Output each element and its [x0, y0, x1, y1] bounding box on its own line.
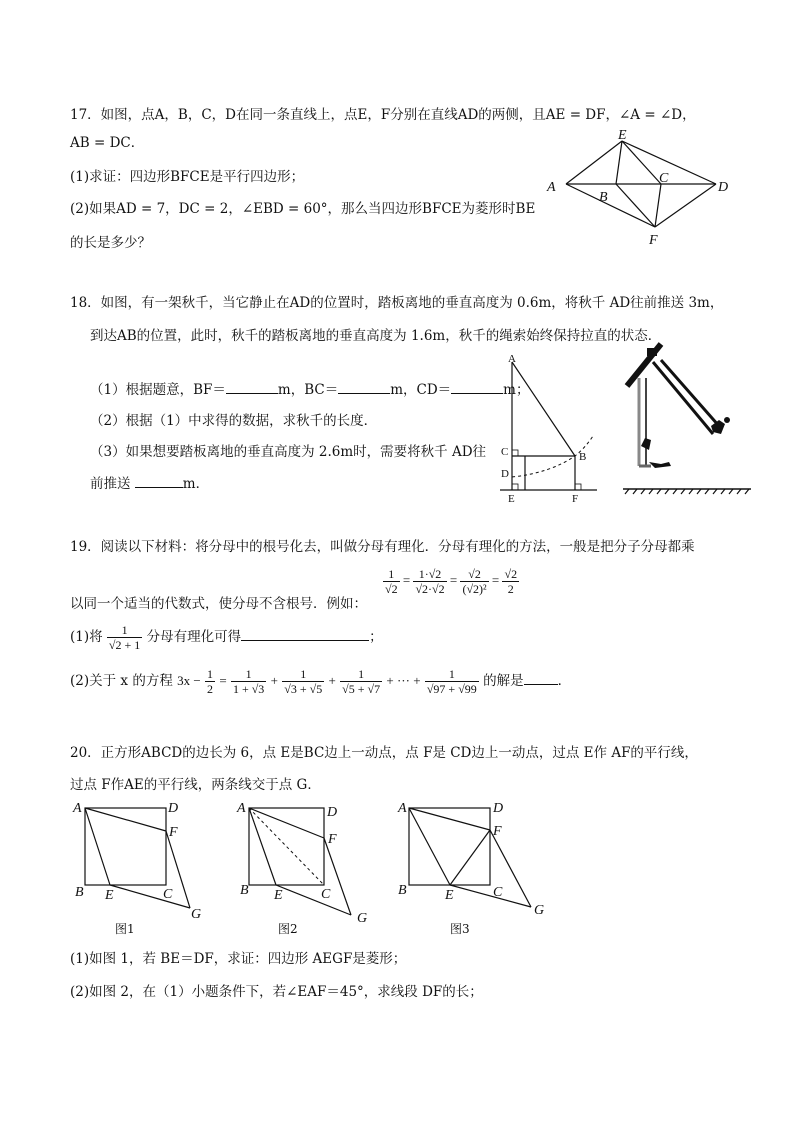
fig1-label-G: G	[191, 907, 202, 922]
fig2-label-C: C	[321, 887, 331, 902]
example-frac2-num: 1·√2	[413, 567, 446, 582]
q18-label-B: B	[579, 451, 587, 463]
q19-line1: 19．阅读以下材料：将分母中的根号化去，叫做分母有理化．分母有理化的方法，一般是把分子分母都乘	[70, 539, 695, 555]
fig1-label-D: D	[168, 801, 179, 816]
q17-line2: AB = DC．	[70, 135, 145, 151]
q18-line1: 18．如图，有一架秋千，当它静止在AD的位置时，踏板离地的垂直高度为 0.6m，将秋千 AD往前推送 3m，	[70, 295, 724, 311]
fig3-label-D: D	[493, 801, 504, 816]
fig3-label-B: B	[398, 883, 407, 898]
q18-part1-d: m；	[503, 382, 530, 398]
q19-term2-den: √3 + √5	[284, 682, 323, 696]
q19-term4-den: √97 + √99	[426, 682, 477, 696]
example-frac4-num: √2	[504, 567, 518, 581]
q17-label-E: E	[618, 128, 627, 143]
q19-part1-frac-den: √2 + 1	[108, 638, 141, 652]
q19-part2: (2)关于 x 的方程 3x − $\frac{1}{2}$ = $\frac{1}{1 + √3}$ + $\frac{1}{√3 + √5}$ + $\frac{1}{√5 + √7}$ + ··· + $\frac{1}{√97 + √99}$ 的解是 ．	[70, 667, 572, 696]
q17-part2: (2)如果AD = 7，DC = 2，∠EBD = 60°，那么当四边形BFCE为菱形时BE	[70, 201, 536, 217]
q20-part2: (2)如图 2，在（1）小题条件下，若∠EAF＝45°，求线段 DF的长；	[70, 984, 483, 1000]
q18-label-A: A	[508, 353, 516, 365]
q18-part1-b: m，BC＝	[277, 382, 339, 398]
q19-line2: 以同一个适当的代数式，使分母不含根号．例如：	[70, 596, 367, 612]
example-frac4-den: 2	[507, 582, 514, 596]
q18-part3b	[90, 472, 209, 492]
q20-part1: (1)如图 1，若 BE＝DF，求证：四边形 AEGF是菱形；	[70, 951, 407, 967]
example-frac1-den: √2	[385, 582, 398, 596]
q17-label-B: B	[599, 190, 608, 205]
q18-label-C: C	[501, 446, 509, 458]
caption-fig2: 图2	[278, 922, 298, 936]
example-frac3-num: √2	[460, 567, 488, 582]
fig3-label-A: A	[398, 801, 407, 816]
fig1-label-F: F	[169, 825, 178, 840]
fig1-label-A: A	[73, 801, 82, 816]
example-frac3-den: (√2)²	[462, 582, 487, 596]
fig2-label-F: F	[328, 832, 337, 847]
q19-part2-c: ．	[557, 673, 572, 689]
q19-blank-1[interactable]	[241, 627, 369, 641]
fig2-label-E: E	[274, 888, 283, 903]
q20-line1: 20．正方形ABCD的边长为 6，点 E是BC边上一动点，点 F是 CD边上一动点，过点 E作 AF的平行线，	[70, 745, 698, 761]
q19-part1-c: ；	[369, 629, 383, 645]
q17-part2b: 的长是多少？	[70, 235, 151, 251]
caption-fig1: 图1	[115, 922, 135, 936]
q17-figure	[540, 125, 740, 250]
q18-line2: 到达AB的位置，此时，秋千的踏板离地的垂直高度为 1.6m，秋千的绳索始终保持拉直的状态．	[90, 328, 662, 344]
fig1-label-C: C	[163, 887, 173, 902]
fig3-label-G: G	[534, 903, 545, 918]
q19-part2-b: 的解是	[483, 673, 524, 689]
fig1-label-E: E	[105, 888, 114, 903]
q17-part1: (1)求证：四边形BFCE是平行四边形；	[70, 169, 305, 185]
q19-blank-2[interactable]	[524, 671, 558, 685]
q18-label-F: F	[572, 493, 579, 505]
q19-part1-frac-num: 1	[107, 623, 142, 638]
q20-figure-1	[70, 798, 210, 940]
q19-term4-num: 1	[425, 667, 479, 682]
q17-line1: 17．如图，点A，B，C，D在同一条直线上，点E，F分别在直线AD的两侧，且AE = DF，∠A = ∠D，	[70, 107, 696, 123]
fig2-label-B: B	[240, 883, 249, 898]
q18-part3: （3）如果想要踏板离地的垂直高度为 2.6m时，需要将秋千 AD往	[90, 444, 487, 460]
q18-label-E: E	[508, 493, 515, 505]
q18-figure	[495, 352, 605, 507]
q17-label-A: A	[547, 180, 556, 195]
q17-label-C: C	[659, 171, 669, 186]
q20-figure-3	[396, 798, 556, 940]
caption-fig3: 图3	[450, 922, 470, 936]
q18-part1	[90, 378, 529, 398]
fig3-label-C: C	[493, 885, 503, 900]
q19-part1-a: (1)将	[70, 629, 103, 645]
example-eq3: =	[491, 572, 500, 588]
q18-part1-c: m，CD＝	[390, 382, 452, 398]
q19-half-num: 1	[207, 667, 214, 681]
q18-part1-a: （1）根据题意，BF＝	[90, 382, 226, 398]
example-eq2: =	[449, 572, 458, 588]
q19-term1-den: 1 + √3	[232, 682, 265, 696]
q19-term3-den: √5 + √7	[342, 682, 381, 696]
q19-part1-b: 分母有理化可得	[146, 629, 242, 645]
q19-dots: + ··· +	[386, 673, 421, 688]
fig1-label-B: B	[75, 885, 84, 900]
q20-line2: 过点 F作AE的平行线，两条线交于点 G．	[70, 777, 321, 793]
q19-part2-a: (2)关于 x 的方程	[70, 673, 173, 689]
swing-illustration	[615, 338, 755, 498]
q19-part1	[70, 623, 383, 652]
q19-term1-num: 1	[231, 667, 266, 682]
fig2-label-G: G	[357, 911, 368, 926]
q19-part2-lhs: 3x −	[177, 673, 201, 688]
q18-part3b-b: m．	[182, 476, 210, 492]
example-eq1: =	[402, 572, 411, 588]
q19-half-den: 2	[207, 682, 214, 696]
q17-label-F: F	[649, 233, 658, 248]
q18-part2: （2）根据（1）中求得的数据，求秋千的长度．	[90, 413, 378, 429]
q17-label-D: D	[718, 180, 729, 195]
q18-blank-bf[interactable]	[226, 380, 278, 394]
q18-blank-push[interactable]	[135, 474, 183, 488]
q18-label-D: D	[501, 468, 509, 480]
example-frac1-num: 1	[383, 567, 400, 582]
q18-part3b-a: 前推送	[90, 476, 131, 492]
fig3-label-E: E	[445, 888, 454, 903]
q19-term2-num: 1	[282, 667, 324, 682]
fig2-label-A: A	[237, 801, 246, 816]
fig3-label-F: F	[493, 824, 502, 839]
q18-blank-bc[interactable]	[338, 380, 390, 394]
q19-example-formula	[383, 567, 519, 596]
q20-figure-2	[232, 798, 372, 940]
example-frac2-den: √2·√2	[415, 582, 445, 596]
q19-term3-num: 1	[340, 667, 382, 682]
fig2-label-D: D	[327, 805, 338, 820]
